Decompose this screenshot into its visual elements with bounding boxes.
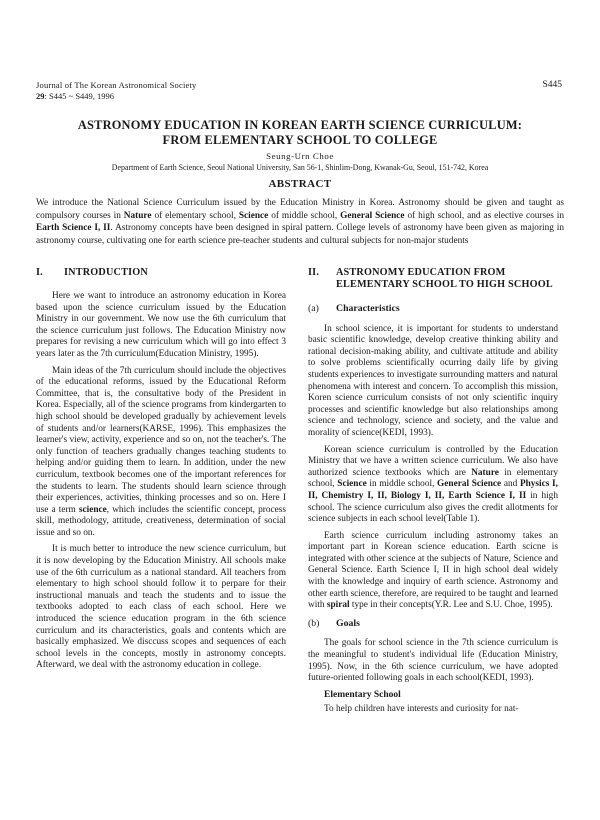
intro-paragraph-2 bbox=[36, 366, 286, 540]
paragraph-run: Earth science curriculum including astronomy takes an important part in Korean science education. Earth scicne is integrated with other science at the subjects of Nature, Science and General Science. Earth Science I, II in high school deal widely with the knowledge and inquiry of earth science. Astronomy and other earth science, therefore, are required to be taught and learned with bbox=[308, 530, 558, 611]
section-title: ASTRONOMY EDUCATION FROM ELEMENTARY SCHOOL TO HIGH SCHOOL bbox=[336, 267, 553, 290]
paragraph-run: , which includes the scientific concept, process skill, methodology, attitude, creativeness, determination of social issue and so on. bbox=[36, 504, 286, 538]
right-column bbox=[308, 267, 558, 721]
journal-name: Journal of The Korean Astronomical Society bbox=[36, 80, 197, 90]
abstract-heading: ABSTRACT bbox=[268, 178, 332, 190]
subsection-heading-characteristics bbox=[308, 303, 558, 315]
subsection-title: Goals bbox=[336, 617, 360, 629]
abstract-run: We introduce the National Science Curriculum issued by the Education Ministry in Korea. Astronomy should be given and taught as compulsory courses in bbox=[36, 198, 564, 221]
abstract-bold: Nature bbox=[123, 210, 152, 221]
paragraph-bold: Nature bbox=[471, 467, 499, 478]
subsubsection-heading-elementary-school: Elementary School bbox=[324, 689, 401, 700]
goals-paragraph-1: The goals for school science in the 7th science curriculum is the meaningful to student's individual life (Education Ministry, 1995). Now, in the 6th science curriculum, we have adopted future-oriented following goals in each school(KEDI, 1993). bbox=[308, 638, 558, 684]
left-column bbox=[36, 267, 286, 677]
section-heading-introduction bbox=[36, 267, 286, 279]
section-number: II. bbox=[308, 267, 320, 278]
characteristics-paragraph-3 bbox=[308, 531, 558, 612]
characteristics-paragraph-1: In school science, it is important for students to understand basic scientific knowledge, develop creative thinking ability and rational decision-making ability, and cultivate attitude and ability to solve problems scientifically ocurring daily life by giving students experiences to investigate surrounding matters and natural phenomena with interest and concern. To accomplish this mission, Koren science curriculum consists of not only scientific inquiry processes and scientific knowledge but also relationships among science and technology, science and society, and the value and morality of science(KEDI, 1993). bbox=[308, 323, 558, 438]
abstract-run: of high school, and as elective courses in bbox=[404, 210, 565, 221]
running-head bbox=[36, 80, 197, 102]
paragraph-run: in high school. The science curriculum also gives the credit allotments for science subjects in each school level(Table 1). bbox=[308, 490, 558, 525]
paragraph-run: in middle school, bbox=[366, 479, 438, 490]
title-line-2: FROM ELEMENTARY SCHOOL TO COLLEGE bbox=[162, 133, 438, 147]
subsection-heading-goals bbox=[308, 618, 558, 630]
paragraph-run: type in their concepts(Y.R. Lee and S.U. Choe, 1995). bbox=[349, 600, 553, 611]
elementary-paragraph-1: To help children have interests and curiosity for nat- bbox=[324, 704, 519, 715]
abstract-bold: General Science bbox=[340, 210, 405, 221]
abstract-run: . Astronomy concepts have been designed in spiral pattern. College levels of astronomy have been given as majoring in astronomy course, cultivating one for earth science pre-teacher students and cultural subjects for non-major students bbox=[36, 223, 564, 246]
paper-title bbox=[40, 118, 560, 148]
section-number: I. bbox=[36, 267, 43, 278]
author-affiliation: Department of Earth Science, Seoul National University, San 56-1, Shinlim-Dong, Kwanak-Gu, Seoul, 151-742, Korea bbox=[111, 163, 489, 172]
page-range: : S445 ~ S449, 1996 bbox=[44, 91, 115, 101]
section-title: INTRODUCTION bbox=[64, 267, 148, 278]
paragraph-run: in elementary school, bbox=[308, 467, 558, 490]
intro-paragraph-3: It is much better to introduce the new science curriculum, but it is now developing by the Education Ministry. All schools make use of the 6th curriculum as a national standard. All teachers from elementary to high school should follow it to perpare for their instructional manuals and teach the students and to issue the textbooks adopted to each class of each school. Here we introduced the science education program in the 6th science curriculum and its characteristics, goals and contents which are basically emphasized. We disccuss scopes and sequences of each school levels in the concepts, mostly in astronomy concepts. Afterward, we deal with the astronomy education in college. bbox=[36, 544, 286, 671]
paragraph-bold: Science bbox=[337, 479, 367, 490]
section-heading-astronomy-education bbox=[308, 267, 558, 291]
paragraph-run: Main ideas of the 7th curriculum should include the objectives of the educational reforms, issued by the Educational Reform Committee, that is, the consultative body of the President in Korea. Especially, all of the science programs from kindergarten to high school should be developed gradually by achievement levels of students and/or learners(KARSE, 1996). This emphasizes the learner's view, activity, experience and so on, not the teacher's. The only function of teachers gradually changes teaching students to helping and/or guiding them to learn. In addition, under the new curriculum, textbook becomes one of the important references for the students to learn. The students should learn science through their experiences, activities, thinking processes and so on. Here I use a term bbox=[36, 365, 286, 515]
subsection-number: (a) bbox=[308, 303, 319, 314]
abstract-bold: Earth Science I, II bbox=[36, 223, 111, 234]
paragraph-bold: science bbox=[78, 504, 107, 515]
paragraph-bold: General Science bbox=[437, 479, 502, 490]
title-line-1: ASTRONOMY EDUCATION IN KOREAN EARTH SCIENCE CURRICULUM: bbox=[77, 118, 523, 132]
page-number: S445 bbox=[542, 80, 562, 90]
author-name: Seung-Urn Choe bbox=[266, 151, 334, 161]
abstract-run: of middle school, bbox=[268, 210, 341, 221]
abstract-run: of elementary school, bbox=[151, 210, 239, 221]
volume-number: 29 bbox=[36, 91, 45, 101]
subsection-number: (b) bbox=[308, 617, 320, 629]
paragraph-bold: spiral bbox=[326, 600, 350, 611]
paragraph-run: and bbox=[501, 479, 520, 490]
volume-line bbox=[36, 91, 197, 102]
abstract-text bbox=[36, 197, 564, 247]
intro-paragraph-1: Here we want to introduce an astronomy education in Korea based upon the science curriculum issued by the Education Ministry in our government. We now use the 6th curriculum that the science curriculum just follows. The Education Ministry now prepares for revising a new curriculum which will go into effect 3 years later as the 7th curriculum(Education Ministry, 1995). bbox=[36, 291, 286, 359]
subsection-title: Characteristics bbox=[336, 303, 400, 314]
paragraph-bold: Physics I, II, Chemistry I, II, Biology I, II, Earth Science I, II bbox=[308, 479, 558, 501]
abstract-bold: Science bbox=[238, 210, 269, 221]
paragraph-run: Korean science curriculum is controlled by the Education Ministry that we have a written science curriculum. We also have authorized science textbooks which are bbox=[308, 444, 558, 478]
characteristics-paragraph-2 bbox=[308, 445, 558, 526]
